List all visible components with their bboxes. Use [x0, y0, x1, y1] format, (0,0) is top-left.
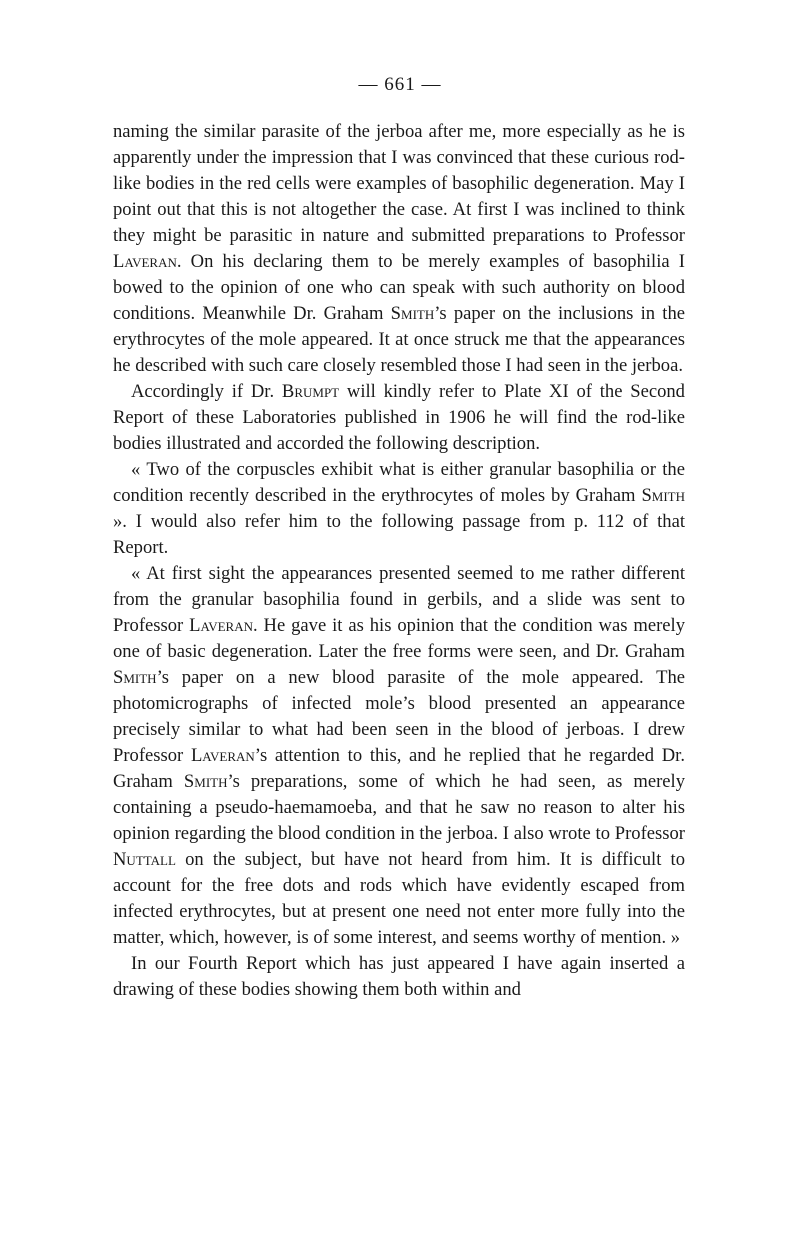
text-run: ’s paper on a new blood parasite of the mole appeared. The photomicrographs of infected mole’s blood presented an appearance precisely similar to what had been seen in the blood of jerboas. I drew Professor: [113, 667, 685, 766]
text-run: ’s preparations, some of which he had seen, as merely containing a pseudo-haemamoeba, and that he saw no reason to alter his opinion regarding the blood condition in the jerboa. I also wrote to Professor: [113, 771, 686, 844]
paragraph-1: [113, 119, 685, 379]
text-run: ». I would also refer him to the following passage from p. 112 of that Report.: [113, 511, 685, 558]
text-run: « Two of the corpuscles exhibit what is either granular basophilia or the condition recently described in the erythrocytes of moles by Graham: [113, 459, 685, 506]
body-text: [113, 119, 685, 1003]
page-number: — 661 —: [358, 74, 442, 95]
author-name: Smith: [641, 485, 685, 506]
author-name: Laveran: [189, 615, 253, 636]
author-name: Smith: [113, 667, 157, 688]
text-run: « At first sight the appearances presented seemed to me rather different from the granular basophilia found in gerbils, and a slide was sent to Professor: [113, 563, 685, 636]
text-run: will kindly refer to Plate XI of the Second Report of these Laboratories published in 1906 he will find the rod-like bodies illustrated and accorded the following description.: [113, 381, 685, 454]
text-run: . He gave it as his opinion that the condition was merely one of basic degeneration. Later the free forms were seen, and Dr. Graham: [113, 615, 685, 662]
paragraph-5: [113, 951, 685, 1003]
paragraph-2: [113, 379, 685, 457]
author-name: Laveran: [113, 251, 177, 272]
text-run: ’s paper on the inclusions in the erythrocytes of the mole appeared. It at once struck me that the appearances he described with such care closely resembled those I had seen in the jerboa.: [113, 303, 685, 376]
text-run: on the subject, but have not heard from him. It is difficult to account for the free dots and rods which have evidently escaped from infected erythrocytes, but at present one need not enter more fully into the matter, which, however, is of some interest, and seems worthy of mention. »: [113, 849, 685, 948]
text-run: . On his declaring them to be merely examples of basophilia I bowed to the opinion of one who can speak with such authority on blood conditions. Meanwhile Dr. Graham: [113, 251, 685, 324]
author-name: Smith: [390, 303, 435, 324]
text-run: In our Fourth Report which has just appeared I have again inserted a drawing of these bodies showing them both within and: [113, 953, 685, 1000]
text-run: Accordingly if Dr.: [131, 381, 282, 402]
paragraph-3-quote: [113, 457, 685, 561]
author-name: Smith: [183, 771, 228, 792]
author-name: Laveran: [190, 745, 255, 766]
author-name: Brumpt: [281, 381, 340, 402]
text-run: naming the similar parasite of the jerboa after me, more especially as he is apparently under the impression that I was convinced that these curious rod-like bodies in the red cells were examples of basophilic degeneration. May I point out that this is not altogether the case. At first I was inclined to think they might be parasitic in nature and submitted preparations to Professor: [113, 121, 685, 246]
paragraph-4-quote: [113, 561, 685, 951]
author-name: Nuttall: [113, 849, 176, 870]
text-run: ’s attention to this, and he replied that he regarded Dr. Graham: [113, 745, 685, 792]
